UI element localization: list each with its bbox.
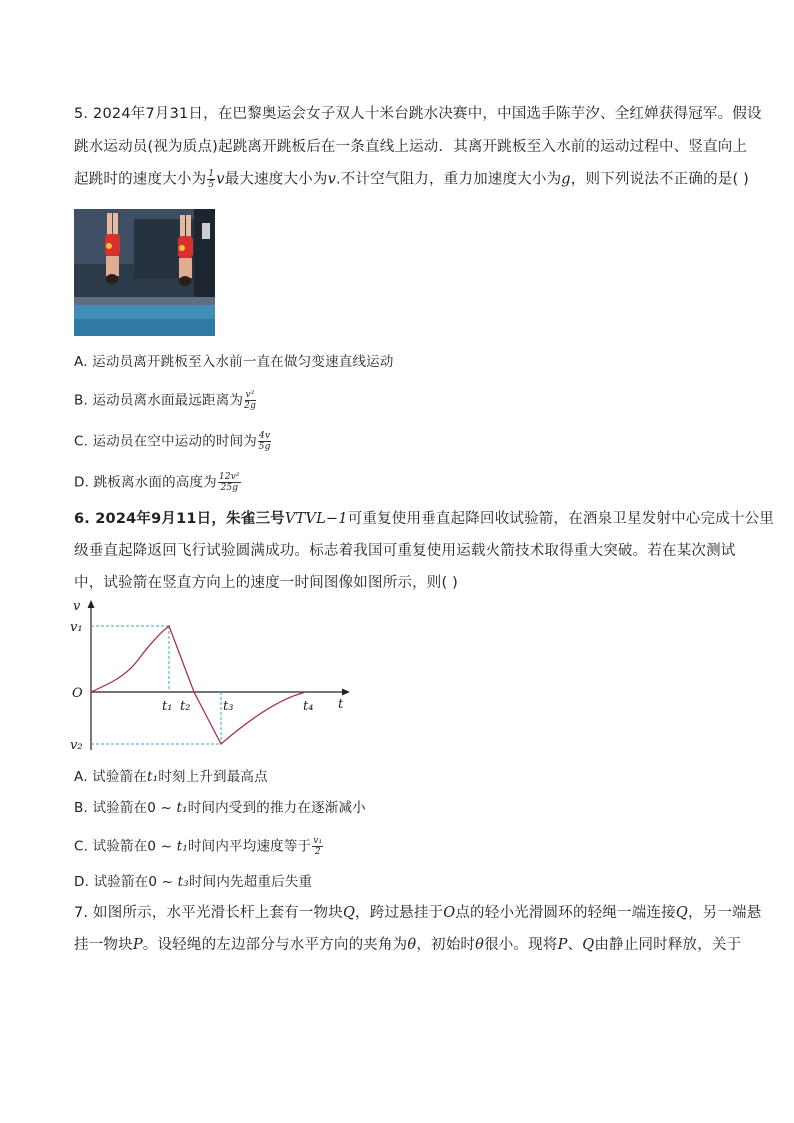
fraction-d: $\frac{\text{12v²}}{25g}$ <box>218 472 240 493</box>
label-t1: t₁ <box>162 699 173 714</box>
label-v2: v₂ <box>70 738 83 753</box>
label-O: O <box>72 686 83 701</box>
q6-line-1: 6. 2024年9月11日，朱雀三号VTVL−1可重复使用垂直起降回收试验箭，在酒泉卫星发射中心完成十公里 <box>74 511 775 527</box>
q6-option-c: C. 试验箭在0 ~ t₁时间内平均速度等于 $\frac{\text{v₁}}{2}$ <box>74 836 323 857</box>
q5-option-a: A. 运动员离开跳板至入水前一直在做匀变速直线运动 <box>74 354 394 370</box>
q5-line-1: 5. 2024年7月31日，在巴黎奥运会女子双人十米台跳水决赛中，中国选手陈芋汐、全红婵获得冠军。假设 <box>74 106 762 122</box>
label-t4: t₄ <box>303 699 314 714</box>
q5-line-3: 起跳时的速度大小为 $\frac{1}{5}$ v最大速度大小为v.不计空气阻力，重力加速度大小为g，则下列说法不正确的是( ) <box>74 169 749 190</box>
q6-option-d: D. 试验箭在0 ~ t₃时间内先超重后失重 <box>74 874 313 890</box>
label-t2: t₂ <box>180 699 191 714</box>
velocity-time-graph <box>66 598 356 758</box>
q6-line-3: 中，试验箭在竖直方向上的速度一时间图像如图所示，则( ) <box>74 575 459 591</box>
q5-option-c: C. 运动员在空中运动的时间为 $\frac{4v}{5g}$ <box>74 431 271 452</box>
q5-option-b: B. 运动员离水面最远距离为 $\frac{\text{v²}}{2g}$ <box>74 390 257 411</box>
t-axis-arrow <box>342 689 350 696</box>
v-axis-arrow <box>88 600 95 608</box>
q5-option-d: D. 跳板离水面的高度为 $\frac{\text{12v²}}{25g}$ <box>74 472 240 493</box>
fraction-v1-over-2: $\frac{\text{v₁}}{2}$ <box>313 836 323 857</box>
q6-option-b: B. 试验箭在0 ~ t₁时间内受到的推力在逐渐减小 <box>74 800 366 816</box>
fraction-one-fifth: $\frac{1}{5}$ <box>208 169 215 190</box>
label-t3: t₃ <box>223 699 234 714</box>
fraction-b: $\frac{\text{v²}}{2g}$ <box>244 390 257 411</box>
velocity-curve <box>91 626 306 744</box>
q7-line-1: 7. 如图所示，水平光滑长杆上套有一物块Q，跨过悬挂于O点的轻小光滑圆环的轻绳一端连接Q，另一端悬 <box>74 905 762 921</box>
q6-line-2: 级垂直起降返回飞行试验圆满成功。标志着我国可重复使用运载火箭技术取得重大突破。若在某次测试 <box>74 543 736 559</box>
fraction-c: $\frac{4v}{5g}$ <box>258 431 271 452</box>
q6-option-a: A. 试验箭在t₁时刻上升到最高点 <box>74 769 268 785</box>
label-v: v <box>73 599 81 614</box>
diving-photo <box>74 209 215 336</box>
label-t: t <box>338 697 344 712</box>
q7-line-2: 挂一物块P。设轻绳的左边部分与水平方向的夹角为θ，初始时θ很小。现将P、Q由静止同时释放，关于 <box>74 937 742 953</box>
q5-line-2: 跳水运动员(视为质点)起跳离开跳板后在一条直线上运动．其离开跳板至入水前的运动过程中、竖直向上 <box>74 139 748 155</box>
label-v1: v₁ <box>70 620 83 635</box>
